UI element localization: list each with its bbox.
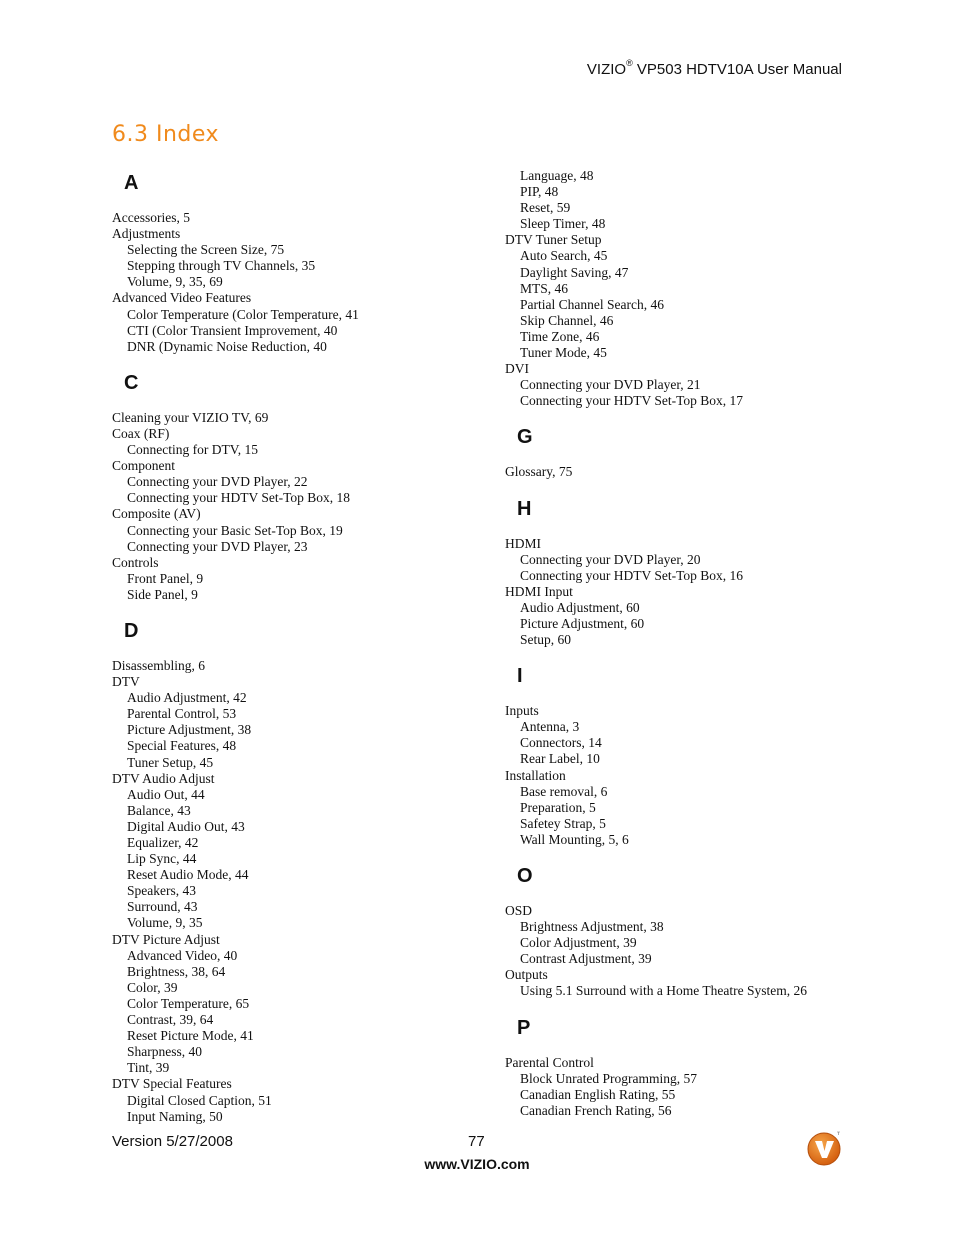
index-section-letter: C (124, 371, 139, 394)
index-subentry: Canadian English Rating, 55 (520, 1086, 676, 1102)
index-entry: DTV Audio Adjust (112, 770, 215, 786)
index-subentry: Digital Closed Caption, 51 (127, 1092, 272, 1108)
page-title: 6.3 Index (112, 122, 220, 147)
index-subentry: CTI (Color Transient Improvement, 40 (127, 322, 338, 338)
index-subentry: Connectors, 14 (520, 735, 602, 751)
index-subentry: Safetey Strap, 5 (520, 815, 606, 831)
index-entry: DTV Picture Adjust (112, 931, 220, 947)
index-subentry: Sleep Timer, 48 (520, 216, 606, 232)
footer-version: Version 5/27/2008 (112, 1133, 233, 1150)
index-subentry: Connecting your HDTV Set-Top Box, 17 (520, 393, 744, 409)
index-entry: Installation (505, 767, 566, 783)
index-entry: Controls (112, 554, 159, 570)
index-section-letter: A (124, 172, 139, 194)
running-header (587, 60, 842, 78)
index-subentry: Connecting your DVD Player, 22 (127, 474, 308, 490)
index-subentry: Special Features, 48 (127, 738, 237, 754)
index-subentry: Tint, 39 (127, 1060, 170, 1076)
index-subentry: Advanced Video, 40 (127, 947, 238, 963)
index-subentry: Canadian French Rating, 56 (520, 1102, 672, 1118)
index-entry: Accessories, 5 (112, 210, 190, 225)
index-subentry: Connecting for DTV, 15 (127, 442, 258, 458)
spacer (505, 848, 865, 861)
index-subentry: Connecting your Basic Set-Top Box, 19 (127, 522, 343, 538)
index-column-left (112, 168, 472, 1125)
index-section-letter: O (517, 865, 533, 887)
index-column-right (505, 168, 865, 1119)
index-subentry: Picture Adjustment, 38 (127, 722, 252, 738)
index-subentry: Selecting the Screen Size, 75 (127, 242, 285, 258)
index-entry: Cleaning your VIZIO TV, 69 (112, 409, 269, 425)
index-subentry: Volume, 9, 35 (127, 915, 203, 931)
index-subentry: Surround, 43 (127, 899, 198, 915)
spacer (112, 355, 472, 368)
index-subentry: Connecting your HDTV Set-Top Box, 16 (520, 567, 744, 583)
index-subentry: Volume, 9, 35, 69 (127, 274, 223, 290)
index-entry: Glossary, 75 (505, 464, 573, 480)
index-subentry: Auto Search, 45 (520, 248, 608, 264)
index-entry: Adjustments (112, 226, 181, 242)
header-manual-title: VP503 HDTV10A User Manual (632, 61, 842, 78)
index-subentry: Stepping through TV Channels, 35 (127, 258, 316, 274)
index-subentry: Parental Control, 53 (127, 706, 237, 722)
spacer (505, 452, 865, 464)
index-section-letter: H (517, 497, 532, 520)
index-subentry: Tuner Setup, 45 (127, 754, 214, 770)
spacer (505, 524, 865, 536)
index-section-letter: G (517, 426, 533, 449)
spacer (112, 646, 472, 658)
index-section-letter: P (517, 1016, 531, 1039)
index-subentry: Color Temperature, 65 (127, 995, 250, 1011)
index-subentry: Brightness Adjustment, 38 (520, 919, 664, 935)
index-subentry: Picture Adjustment, 60 (520, 615, 645, 631)
index-subentry: PIP, 48 (520, 184, 559, 200)
index-subentry: Color Adjustment, 39 (520, 935, 637, 951)
index-section-letter: I (517, 665, 523, 688)
registered-mark: ® (626, 58, 633, 68)
index-subentry: Wall Mounting, 5, 6 (520, 831, 629, 847)
spacer (505, 891, 865, 903)
index-entry: Disassembling, 6 (112, 657, 205, 673)
index-subentry: Language, 48 (520, 168, 594, 183)
index-subentry: Reset Audio Mode, 44 (127, 867, 249, 883)
index-entry: DVI (505, 361, 529, 377)
index-subentry: Base removal, 6 (520, 783, 608, 799)
index-subentry: Setup, 60 (520, 632, 572, 648)
spacer (112, 398, 472, 410)
index-subentry: Side Panel, 9 (127, 586, 198, 602)
index-subentry: Connecting your DVD Player, 23 (127, 538, 308, 554)
spacer (505, 1000, 865, 1013)
index-entry: DTV (112, 674, 140, 690)
spacer (112, 603, 472, 616)
index-entry: Composite (AV) (112, 506, 201, 522)
index-subentry: Rear Label, 10 (520, 751, 600, 767)
index-entry: Parental Control (505, 1054, 594, 1070)
header-brand: VIZIO (586, 61, 627, 78)
index-subentry: Audio Out, 44 (127, 786, 205, 802)
index-subentry: Antenna, 3 (520, 719, 580, 735)
index-subentry: Tuner Mode, 45 (520, 345, 607, 361)
index-subentry: Balance, 43 (127, 802, 191, 818)
vizio-logo-icon (806, 1129, 844, 1167)
index-subentry: DNR (Dynamic Noise Reduction, 40 (127, 338, 327, 354)
index-entry: Coax (RF) (112, 425, 170, 441)
index-subentry: Lip Sync, 44 (127, 851, 197, 867)
footer-url: www.VIZIO.com (424, 1156, 530, 1172)
index-subentry: Audio Adjustment, 42 (127, 690, 247, 706)
spacer (505, 648, 865, 661)
index-subentry: Contrast Adjustment, 39 (520, 951, 652, 967)
spacer (505, 409, 865, 422)
index-subentry: Preparation, 5 (520, 799, 596, 815)
spacer (112, 198, 472, 210)
index-entry: HDMI (505, 535, 541, 551)
index-entry: Component (112, 458, 175, 474)
spacer (505, 691, 865, 703)
index-subentry: Time Zone, 46 (520, 328, 600, 344)
index-subentry: Connecting your DVD Player, 20 (520, 551, 701, 567)
index-entry: DTV Special Features (112, 1076, 232, 1092)
index-entry: DTV Tuner Setup (505, 232, 602, 248)
index-subentry: Block Unrated Programming, 57 (520, 1070, 697, 1086)
index-subentry: Daylight Saving, 47 (520, 264, 629, 280)
index-subentry: Color Temperature (Color Temperature, 41 (127, 306, 359, 322)
index-entry: OSD (505, 903, 533, 918)
index-subentry: Front Panel, 9 (127, 570, 204, 586)
index-subentry: Connecting your HDTV Set-Top Box, 18 (127, 490, 351, 506)
index-subentry: Digital Audio Out, 43 (127, 818, 245, 834)
index-subentry: MTS, 46 (520, 280, 569, 296)
index-subentry: Brightness, 38, 64 (127, 963, 226, 979)
index-subentry: Sharpness, 40 (127, 1044, 202, 1060)
spacer (505, 481, 865, 494)
index-subentry: Partial Channel Search, 46 (520, 296, 664, 312)
index-subentry: Audio Adjustment, 60 (520, 599, 640, 615)
index-section-letter: D (124, 619, 139, 642)
index-entry: Outputs (505, 967, 548, 983)
index-subentry: Reset, 59 (520, 200, 571, 216)
index-entry: Advanced Video Features (112, 290, 252, 306)
index-subentry: Connecting your DVD Player, 21 (520, 377, 701, 393)
index-subentry: Contrast, 39, 64 (127, 1012, 214, 1028)
index-subentry: Input Naming, 50 (127, 1108, 223, 1124)
index-subentry: Equalizer, 42 (127, 835, 199, 850)
index-subentry: Using 5.1 Surround with a Home Theatre System, 26 (520, 983, 807, 999)
page-number: 77 (468, 1133, 485, 1150)
spacer (505, 1043, 865, 1055)
index-entry: HDMI Input (505, 583, 573, 599)
index-subentry: Color, 39 (127, 979, 178, 995)
index-entry: Inputs (505, 703, 539, 719)
index-subentry: Speakers, 43 (127, 883, 196, 899)
index-subentry: Reset Picture Mode, 41 (127, 1028, 254, 1044)
index-subentry: Skip Channel, 46 (520, 312, 614, 328)
